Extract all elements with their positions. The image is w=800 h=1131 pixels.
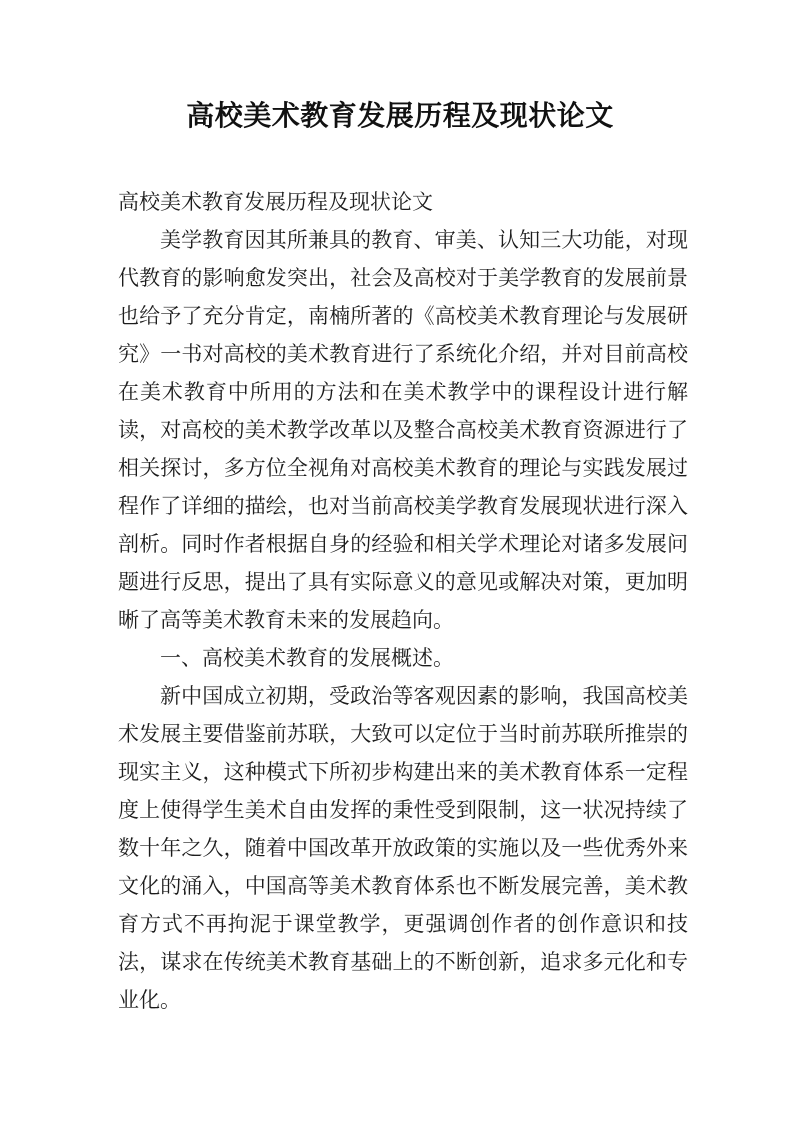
document-subtitle: 高校美术教育发展历程及现状论文 [118, 190, 433, 214]
paragraph-intro: 美学教育因其所兼具的教育、审美、认知三大功能，对现代教育的影响愈发突出，社会及高校对于美学教育的发展前景也给予了充分肯定，南楠所著的《高校美术教育理论与发展研究》一书对高校的美术教育进行了系统化介绍，并对目前高校在美术教育中所用的方法和在美术教学中的课程设计进行解读，对高校的美术教学改革以及整合高校美术教育资源进行了相关探讨，多方位全视角对高校美术教育的理论与实践发展过程作了详细的描绘，也对当前高校美学教育发展现状进行深入剖析。同时作者根据自身的经验和相关学术理论对诸多发展问题进行反思，提出了具有实际意义的意见或解决对策，更加明晰了高等美术教育未来的发展趋向。 [118, 228, 688, 632]
document-title: 高校美术教育发展历程及现状论文 [186, 99, 614, 132]
section-heading-1: 一、高校美术教育的发展概述。 [160, 646, 454, 670]
paragraph-development: 新中国成立初期，受政治等客观因素的影响，我国高校美术发展主要借鉴前苏联，大致可以定位于当时前苏联所推崇的现实主义，这种模式下所初步构建出来的美术教育体系一定程度上使得学生美术自由发挥的秉性受到限制，这一状况持续了数十年之久，随着中国改革开放政策的实施以及一些优秀外来文化的涌入，中国高等美术教育体系也不断发展完善，美术教育方式不再拘泥于课堂教学，更强调创作者的创作意识和技法，谋求在传统美术教育基础上的不断创新，追求多元化和专业化。 [118, 684, 688, 1012]
document-body [118, 183, 688, 1019]
